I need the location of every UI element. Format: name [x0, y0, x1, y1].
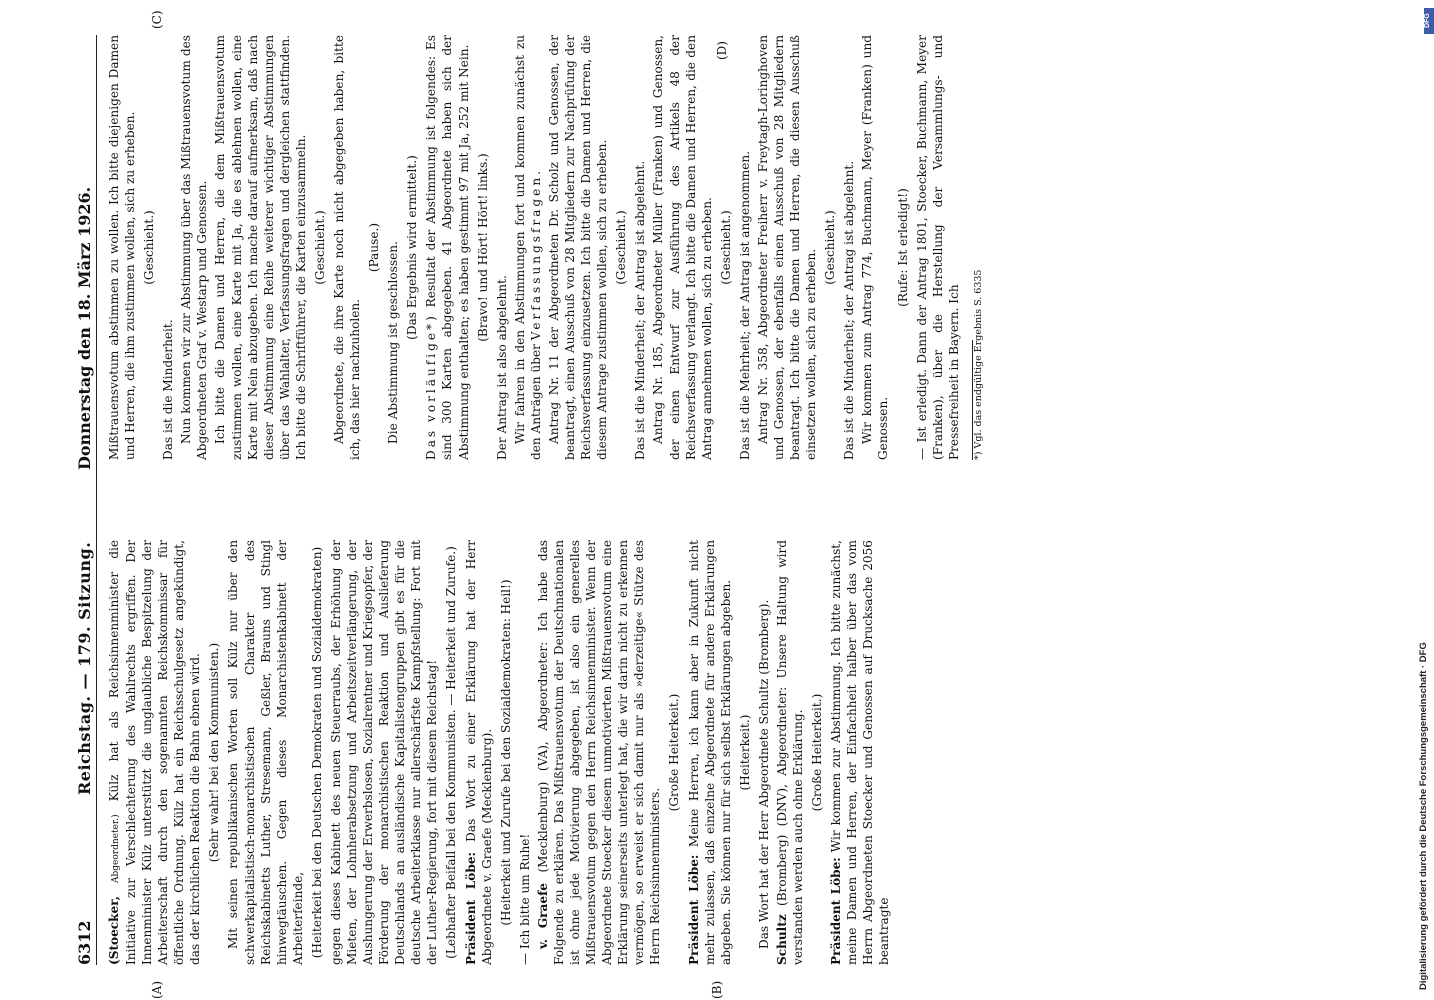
paragraph: Das Wort hat der Herr Abgeordnete Schultz (Bromberg).: [756, 599, 771, 949]
speaker-name: (Stoecker,: [107, 896, 121, 965]
margin-marker-b: (B): [710, 980, 724, 999]
interjection: (Bravo! und Hört! Hört! links.): [475, 153, 490, 342]
left-column: [106, 540, 894, 965]
interjection: (Pause.): [367, 222, 382, 273]
footnote: *) Vgl. das endgültige Ergebnis S. 6335: [972, 269, 984, 460]
paragraph-text: Das Wort zu einer Erklärung hat der Herr Abgeordnete v. Graefe (Mecklenburg).: [463, 540, 494, 965]
interjection: (Geschieht.): [312, 210, 327, 285]
paragraph: Das ist die Minderheit.: [161, 319, 176, 460]
text-fragment: Wir fahren in den Abstimmungen fort und kommen zunächst zu den Anträgen über: [512, 35, 543, 460]
interjection: (Lebhafter Beifall bei den Kommunisten. — Heiterkeit und Zurufe.): [444, 546, 459, 959]
paragraph: Wir kommen zum Antrag 774, Buchmann, Meyer (Franken) und Genossen.: [860, 35, 891, 460]
interjection: (Geschieht.): [823, 210, 838, 285]
speaker-role: Abgeordneter.): [111, 814, 121, 883]
paragraph: Abgeordnete, die ihre Karte noch nicht abgegeben haben, bitte ich, das hier nachzuholen.: [332, 35, 363, 460]
page-number: 6312: [75, 920, 94, 965]
paragraph: [686, 540, 734, 965]
paragraph: Das ist die Mehrheit; der Antrag ist angenommen.: [737, 150, 752, 460]
paragraph: [535, 540, 664, 965]
margin-marker-d: (D): [715, 41, 729, 60]
interjection: (Sehr wahr! bei den Kommunisten.): [207, 642, 222, 863]
paragraph: Der Antrag ist also abgelehnt.: [494, 275, 509, 460]
paragraph: Die Abstimmung ist geschlossen.: [386, 241, 401, 444]
paragraph: Antrag Nr. 185, Abgeordneter Müller (Franken) und Genossen, der einen Entwurf zur Ausführung des Artikels 48 der Reichsverfassung verlangt. Ich bitte die Damen und Herren, die den Antrag annehmen wollen, sich zu erheben.: [651, 35, 714, 460]
interjection: (Geschieht.): [614, 210, 629, 285]
text-fragment-emphasis: vorläufige*): [424, 313, 439, 422]
interjection: (Große Heiterkeit.): [667, 693, 682, 812]
paragraph: [774, 540, 806, 965]
speaker-name: Präsident Löbe:: [463, 852, 478, 965]
paragraph: Mißtrauensvotum abstimmen zu wollen. Ich bitte diejenigen Damen und Herren, die ihm zustimmen wollen, sich zu erheben.: [107, 35, 138, 460]
paragraph-text: (Bromberg) (DNV), Abgeordneter: Unsere Haltung wird verstanden werden auch ohne Erklärung.: [774, 540, 806, 965]
interjection: (Geschieht.): [142, 210, 157, 285]
right-column: [106, 35, 987, 460]
paragraph-text: Külz hat als Reichsinnenminister die Initiative zur Verschlechterung des Wahlrechts ergriffen. Der Innenminister Külz unterstützt die unglaubliche Bespitzelung der Arbeiterschaft durch den sogenannten Reichskommissar für öffentliche Ordnung. Külz hat ein Reichsschulgesetz angekündigt, das der kirchlichen Reaktion die Bahn ebnen wird.: [107, 540, 203, 965]
paragraph: Ich bitte die Damen und Herren, die dem Mißtrauensvotum zustimmen wollen, eine Karte mit Ja, die es ablehnen wollen, eine Karte mit Nein abzugeben. Ich mache darauf aufmerksam, daß nach dieser Abstimmung eine Reihe weiterer wichtiger Abstimmungen über das Wahlalter, Verfassungsfragen und dergleichen stattfinden. Ich bitte die Schriftführer, die Karten einzusammeln.: [213, 35, 308, 460]
margin-marker-c: (C): [150, 10, 164, 29]
text-fragment: Resultat der Abstimmung ist folgendes: Es sind 300 Karten abgegeben. 41 Abgeordnete haben sich der Abstimmung enthalten; es haben gestimmt 97 mit Ja, 252 mit Nein.: [424, 35, 471, 460]
paragraph: [106, 540, 203, 965]
paragraph: Antrag Nr. 11 der Abgeordneten Dr. Scholz und Genossen, der beantragt, einen Ausschuß von 28 Mitgliedern zur Nachprüfung der Reichsverfassung einzusetzen. Ich bitte die Damen und Herren, die diesem Antrage zustimmen wollen, sich zu erheben.: [546, 35, 610, 460]
paragraph: Nun kommen wir zur Abstimmung über das Mißtrauensvotum des Abgeordneten Graf v. Westarp und Genossen.: [179, 35, 210, 460]
interjection: (Heiterkeit bei den Deutschen Demokraten und Sozialdemokraten): [309, 546, 324, 959]
paragraph: gegen dieses Kabinett des neuen Steuerraubs, der Erhöhung der Mieten, der Lohnherabsetzung und Arbeitszeitverlängerung, der Aushungerung der Erwerbslosen, Sozialrentner und Kriegsopfer, der Förderung der monarchistischen Reaktion und Auslieferung Deutschlands an ausländische Kapitalistengruppen gibt es für die deutsche Arbeiterklasse nur allerschärfste Kampfstellung: Fort mit der Luther-Regierung, fort mit diesem Reichstag!: [328, 540, 440, 965]
paragraph-text: Meine Herren, ich kann aber in Zukunft nicht mehr zulassen, daß einzelne Abgeordnete für andere Erklärungen abgeben. Sie können nur für sich selbst Erklärungen abgeben.: [686, 540, 733, 965]
speaker-name: Präsident Löbe:: [829, 857, 844, 965]
interjection: (Das Ergebnis wird ermittelt.): [405, 155, 420, 340]
paragraph: [463, 540, 495, 965]
paragraph: [828, 540, 892, 965]
paragraph: Antrag Nr. 358, Abgeordneter Freiherr v. Freytagh-Loringhoven und Genossen, der ebenfalls einen Ausschuß von 28 Mitgliedern beantragt. Ich bitte die Damen und Herren, die diesen Ausschuß einsetzen wollen, sich zu erheben.: [755, 35, 819, 460]
digitization-credit: Digitalisierung gefördert durch die Deutsche Forschungsgemeinschaft · DFG: [1418, 642, 1429, 990]
speaker-name: Präsident Löbe:: [686, 854, 701, 965]
paragraph: Das ist die Minderheit; der Antrag ist abgelehnt.: [842, 160, 857, 460]
paragraph: — Ich bitte um Ruhe!: [517, 833, 532, 965]
dfg-logo: DFG: [1424, 8, 1434, 34]
speaker-name: Schultz: [774, 914, 789, 965]
paragraph-text: (Mecklenburg) (VA), Abgeordneter: Ich habe das Folgende zu erklären. Das Mißtrauensvotum der Deutschnationalen ist ohne jede Motivierung abgegeben, ist also ein generelles Mißtrauensvotum gegen den Herrn Reichsinnenminister. Wenn der Abgeordnete Stoecker diesem unmotivierten Mißtrauensvotum eine Erklärung seinerseits unterlegt hat, die wir darin nicht zu erkennen vermögen, so erweist er sich damit nur als »derzeitige« Stütze des Herrn Reichsinnenministers.: [535, 540, 663, 965]
margin-marker-a: (A): [150, 980, 164, 999]
interjection: (Rufe: Ist erledigt!): [895, 188, 910, 307]
running-head: [70, 35, 97, 965]
interjection: (Geschieht.): [718, 210, 733, 285]
text-fragment: Das: [424, 427, 439, 460]
document-page: [70, 10, 1370, 999]
sitting-title: Reichstag. — 179. Sitzung.: [75, 541, 94, 795]
paragraph: — Ist erledigt. Dann der Antrag 1801, Stoecker, Buchmann, Meyer (Franken), über die Herstellung der Versammlungs- und Pressefreiheit in Bayern. Ich: [914, 35, 961, 460]
paragraph: [512, 35, 544, 460]
paragraph-text: Wir kommen zur Abstimmung. Ich bitte zunächst, meine Damen und Herren, der Einfachheit halber über das vom Herrn Abgeordneten Stoecker und Genossen auf Drucksache 2056 beantragte: [829, 540, 892, 965]
session-date: Donnerstag den 18. März 1926.: [75, 186, 94, 470]
interjection: (Große Heiterkeit.): [810, 693, 825, 812]
paragraph: Mit seinen republikanischen Worten soll Külz nur über den schwerkapitalistisch-monarchistischen Charakter des Reichskabinetts Luther, Stresemann, Geßler, Brauns und Stingl hinwegtäuschen. Gegen dieses Monarchistenkabinett der Arbeiterfeinde,: [226, 540, 305, 965]
paragraph: [423, 35, 471, 460]
paragraph: Das ist die Minderheit; der Antrag ist abgelehnt.: [633, 160, 648, 460]
interjection: (Heiterkeit.): [737, 714, 752, 791]
section-heading-inline: Verfassungsfragen.: [528, 168, 543, 341]
interjection: (Heiterkeit und Zurufe bei den Sozialdemokraten: Heil!): [498, 579, 513, 926]
speaker-name: v. Graefe: [535, 883, 550, 949]
